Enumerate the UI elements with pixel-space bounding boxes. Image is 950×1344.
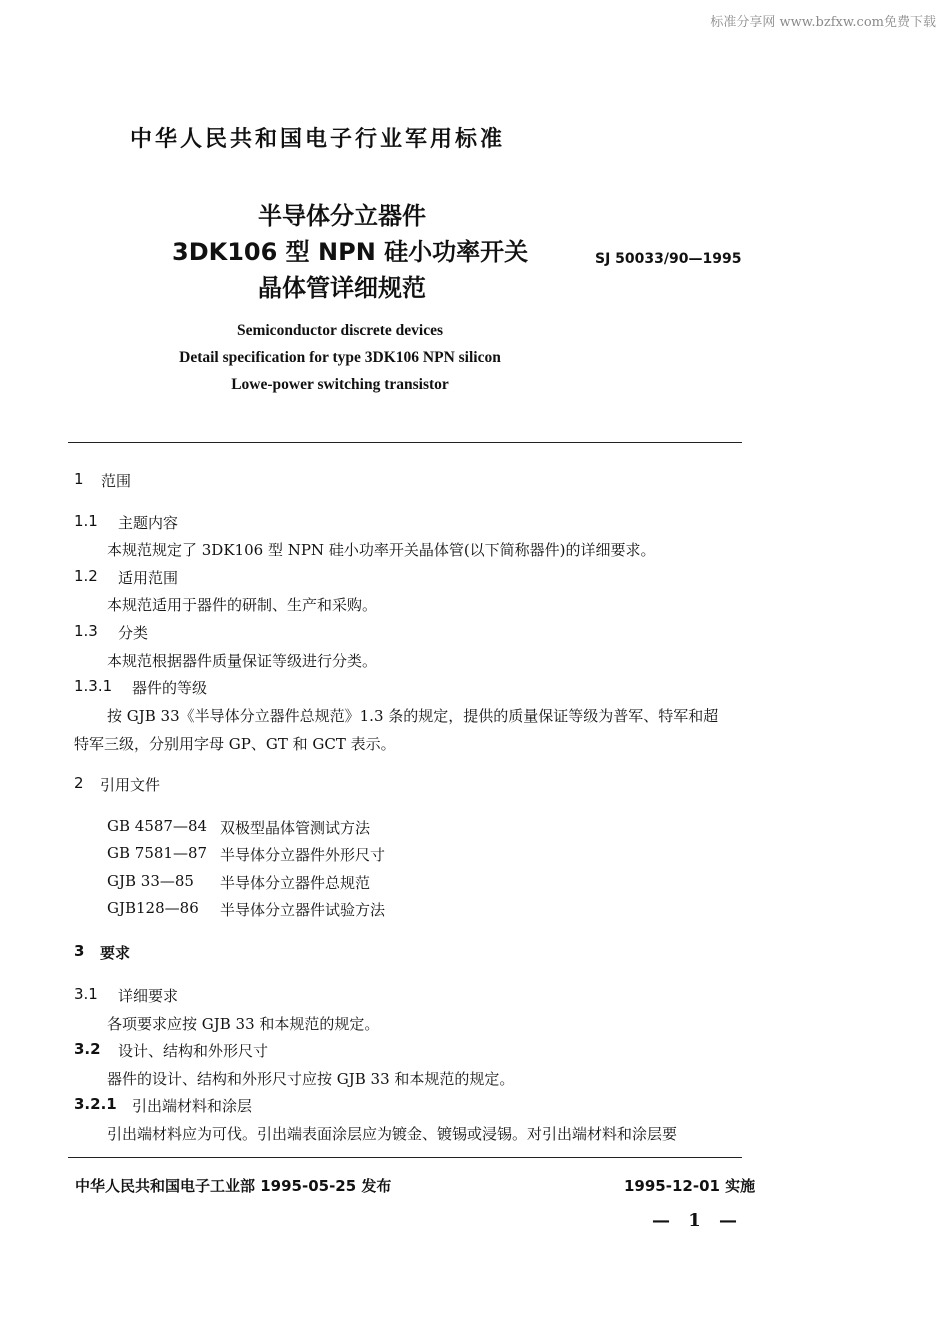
issued-by: 中华人民共和国电子工业部 1995-05-25 发布 [75, 1177, 392, 1195]
title-cn-line-2: 3DK106 型 NPN 硅小功率开关 [172, 238, 529, 266]
section-1-3-text: 本规范根据器件质量保证等级进行分类。 [107, 652, 378, 670]
section-1-2-title: 适用范围 [118, 569, 179, 587]
section-3-2-number: 3.2 [74, 1040, 101, 1058]
section-2-number: 2 [74, 774, 84, 792]
section-1-number: 1 [74, 470, 84, 488]
section-1-2-text: 本规范适用于器件的研制、生产和采购。 [107, 596, 378, 614]
reference-title: 半导体分立器件试验方法 [220, 901, 386, 919]
section-3-2-1-number: 3.2.1 [74, 1095, 117, 1113]
title-cn-line-1: 半导体分立器件 [258, 202, 426, 230]
reference-code: GB 4587—84 [107, 817, 208, 835]
section-1-3-1-number: 1.3.1 [74, 677, 113, 695]
section-3-number: 3 [74, 942, 85, 960]
section-3-2-title: 设计、结构和外形尺寸 [118, 1042, 269, 1060]
section-1-3-number: 1.3 [74, 622, 98, 640]
section-1-3-1-title: 器件的等级 [132, 679, 208, 697]
section-1-1-number: 1.1 [74, 512, 98, 530]
section-3-2-1-title: 引出端材料和涂层 [132, 1097, 253, 1115]
reference-code: GB 7581—87 [107, 844, 208, 862]
reference-title: 双极型晶体管测试方法 [220, 819, 371, 837]
title-en-line-2: Detail specification for type 3DK106 NPN silicon [179, 349, 501, 366]
effective-date: 1995-12-01 实施 [624, 1177, 756, 1195]
section-1-2-number: 1.2 [74, 567, 98, 585]
section-3-2-1-text: 引出端材料应为可伐。引出端表面涂层应为镀金、镀锡或浸锡。对引出端材料和涂层要 [107, 1125, 678, 1143]
reference-title: 半导体分立器件总规范 [220, 874, 371, 892]
reference-code: GJB128—86 [107, 899, 199, 917]
section-1-title: 范围 [101, 472, 132, 490]
section-3-title: 要求 [100, 944, 131, 962]
section-1-3-1-text-line-1: 按 GJB 33《半导体分立器件总规范》1.3 条的规定，提供的质量保证等级为普军、特军和超 [107, 707, 719, 725]
section-1-1-title: 主题内容 [118, 514, 179, 532]
footer-divider [68, 1157, 742, 1158]
title-cn-line-3: 晶体管详细规范 [258, 274, 426, 302]
section-3-2-text: 器件的设计、结构和外形尺寸应按 GJB 33 和本规范的规定。 [107, 1070, 515, 1088]
header-divider [68, 442, 742, 443]
watermark: 标准分享网 www.bzfxw.com免费下载 [710, 15, 936, 30]
section-3-1-number: 3.1 [74, 985, 98, 1003]
reference-code: GJB 33—85 [107, 872, 194, 890]
reference-title: 半导体分立器件外形尺寸 [220, 846, 386, 864]
title-en-line-1: Semiconductor discrete devices [236, 322, 444, 339]
section-3-1-title: 详细要求 [118, 987, 179, 1005]
issuer-standard-heading: 中华人民共和国电子行业军用标准 [130, 127, 506, 152]
standard-number: SJ 50033/90—1995 [595, 251, 742, 267]
section-2-title: 引用文件 [100, 776, 161, 794]
title-en-line-3: Lowe-power switching transistor [231, 376, 449, 393]
section-1-1-text: 本规范规定了 3DK106 型 NPN 硅小功率开关晶体管(以下简称器件)的详细要求。 [107, 541, 656, 559]
section-1-3-title: 分类 [118, 624, 149, 642]
section-1-3-1-text-line-2: 特军三级，分别用字母 GP、GT 和 GCT 表示。 [74, 735, 396, 753]
section-3-1-text: 各项要求应按 GJB 33 和本规范的规定。 [107, 1015, 380, 1033]
page-number: — 1 — [652, 1210, 744, 1231]
